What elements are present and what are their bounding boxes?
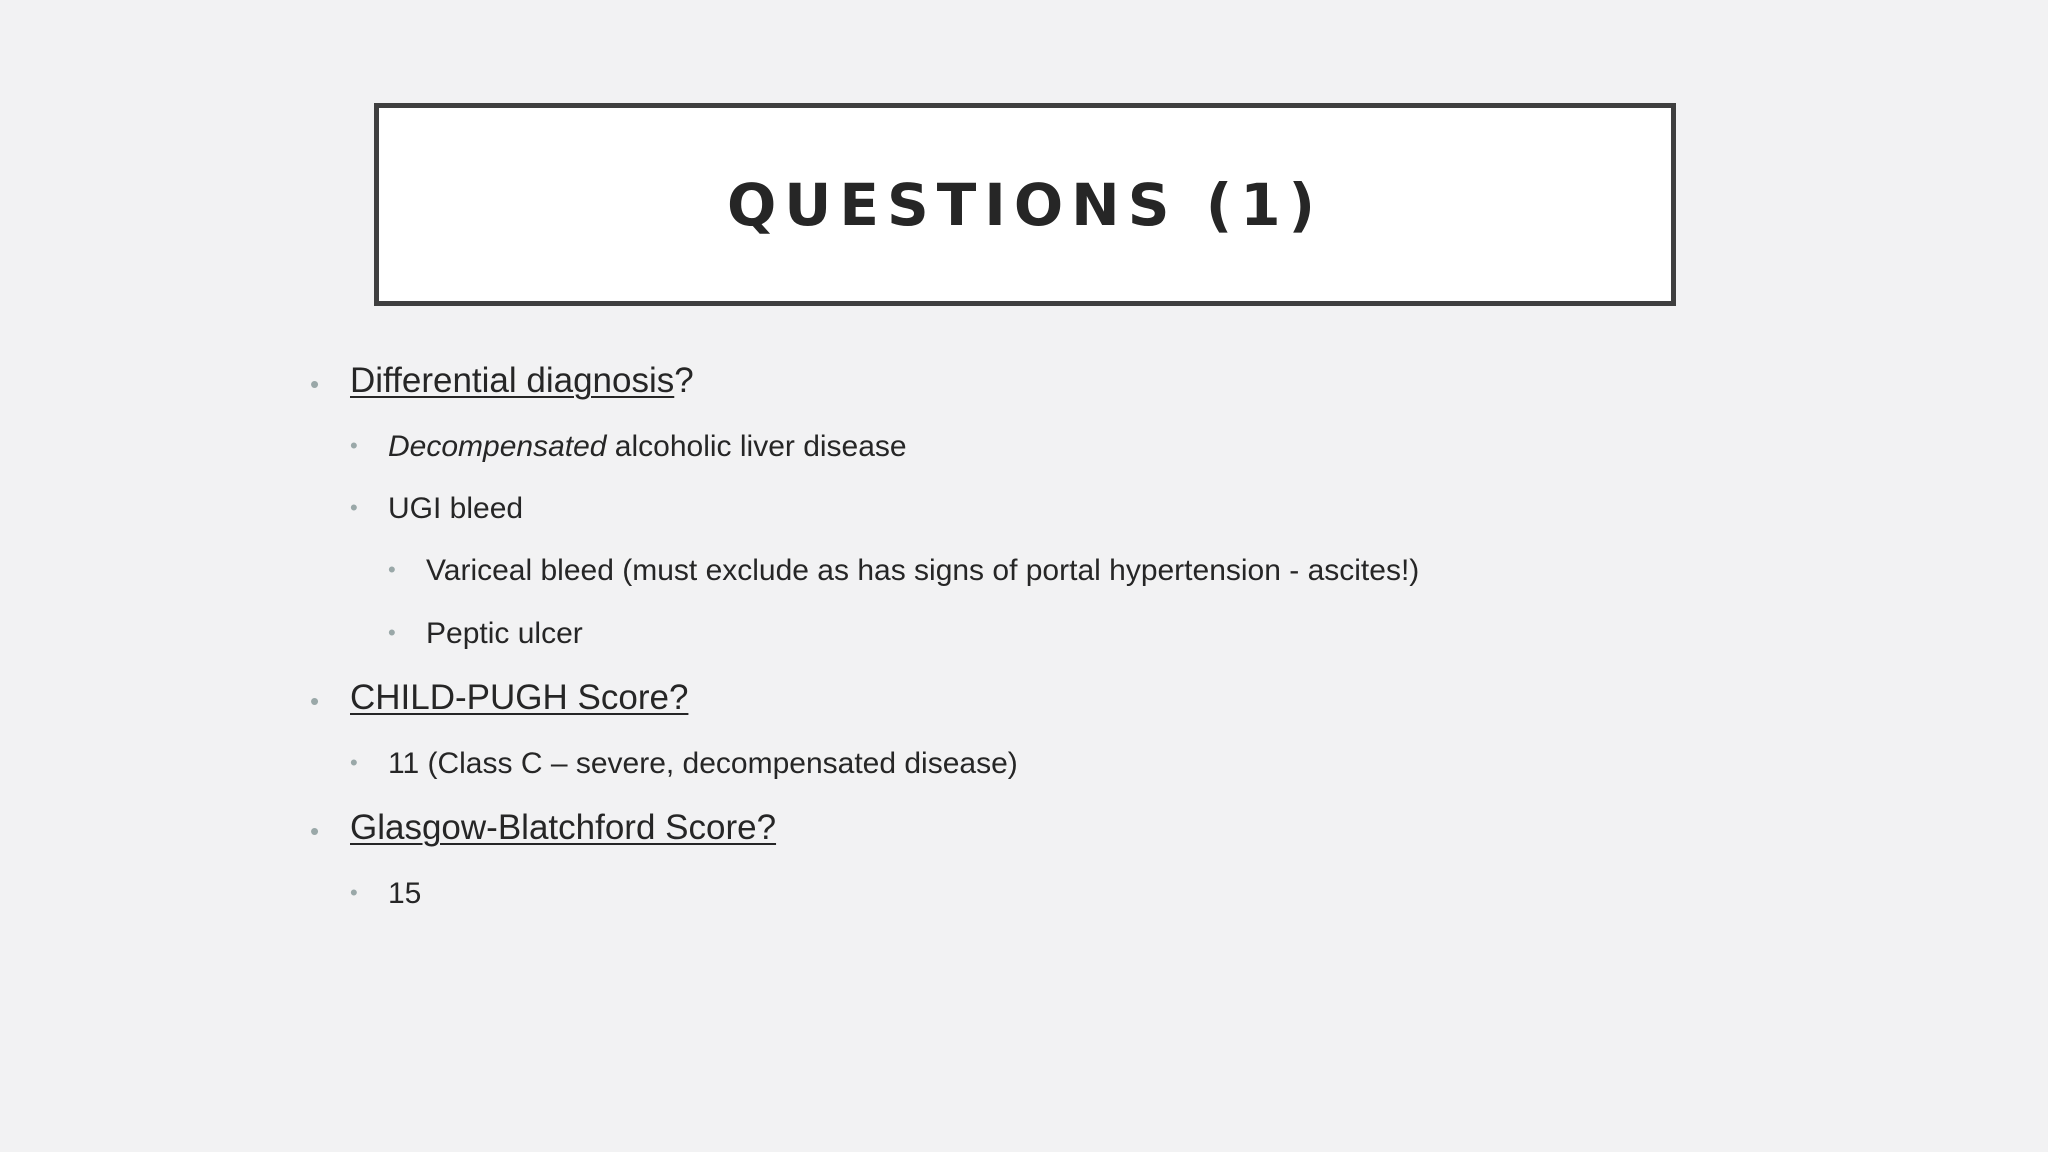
item-suffix-text: ? — [674, 361, 694, 400]
item-text: 15 — [388, 877, 422, 910]
item-underlined-text: Glasgow-Blatchford Score? — [350, 808, 777, 847]
bullet-icon: • — [350, 880, 358, 905]
bullet-icon: • — [350, 750, 358, 775]
bullet-icon: • — [310, 369, 320, 399]
item-text: 11 (Class C – severe, decompensated disease) — [388, 747, 1018, 780]
bullet-icon: • — [388, 620, 396, 645]
list-item-child-pugh — [350, 678, 688, 718]
list-item-differential-diagnosis — [350, 361, 694, 401]
list-item-peptic-ulcer — [426, 617, 583, 651]
bullet-icon: • — [310, 686, 320, 716]
item-text: Variceal bleed (must exclude as has signs of portal hypertension - ascites!) — [426, 554, 1420, 587]
item-text: UGI bleed — [388, 492, 524, 525]
item-text: alcoholic liver disease — [606, 430, 907, 463]
item-underlined-text: Differential diagnosis — [350, 361, 675, 400]
slide-title: QUESTIONS (1) — [726, 170, 1324, 239]
list-item-decompensated-ald — [388, 430, 907, 464]
bullet-icon: • — [310, 816, 320, 846]
list-item-glasgow-blatchford-value — [388, 877, 421, 911]
bullet-icon: • — [388, 557, 396, 582]
list-item-child-pugh-value — [388, 747, 1018, 781]
bullet-icon: • — [350, 433, 358, 458]
bullet-icon: • — [350, 495, 358, 520]
item-text: Peptic ulcer — [426, 617, 583, 650]
list-item-variceal-bleed — [426, 554, 1419, 588]
list-item-glasgow-blatchford — [350, 808, 776, 848]
item-underlined-text: CHILD-PUGH Score? — [350, 678, 689, 717]
item-italic-text: Decompensated — [388, 430, 607, 463]
list-item-ugi-bleed — [388, 492, 523, 526]
